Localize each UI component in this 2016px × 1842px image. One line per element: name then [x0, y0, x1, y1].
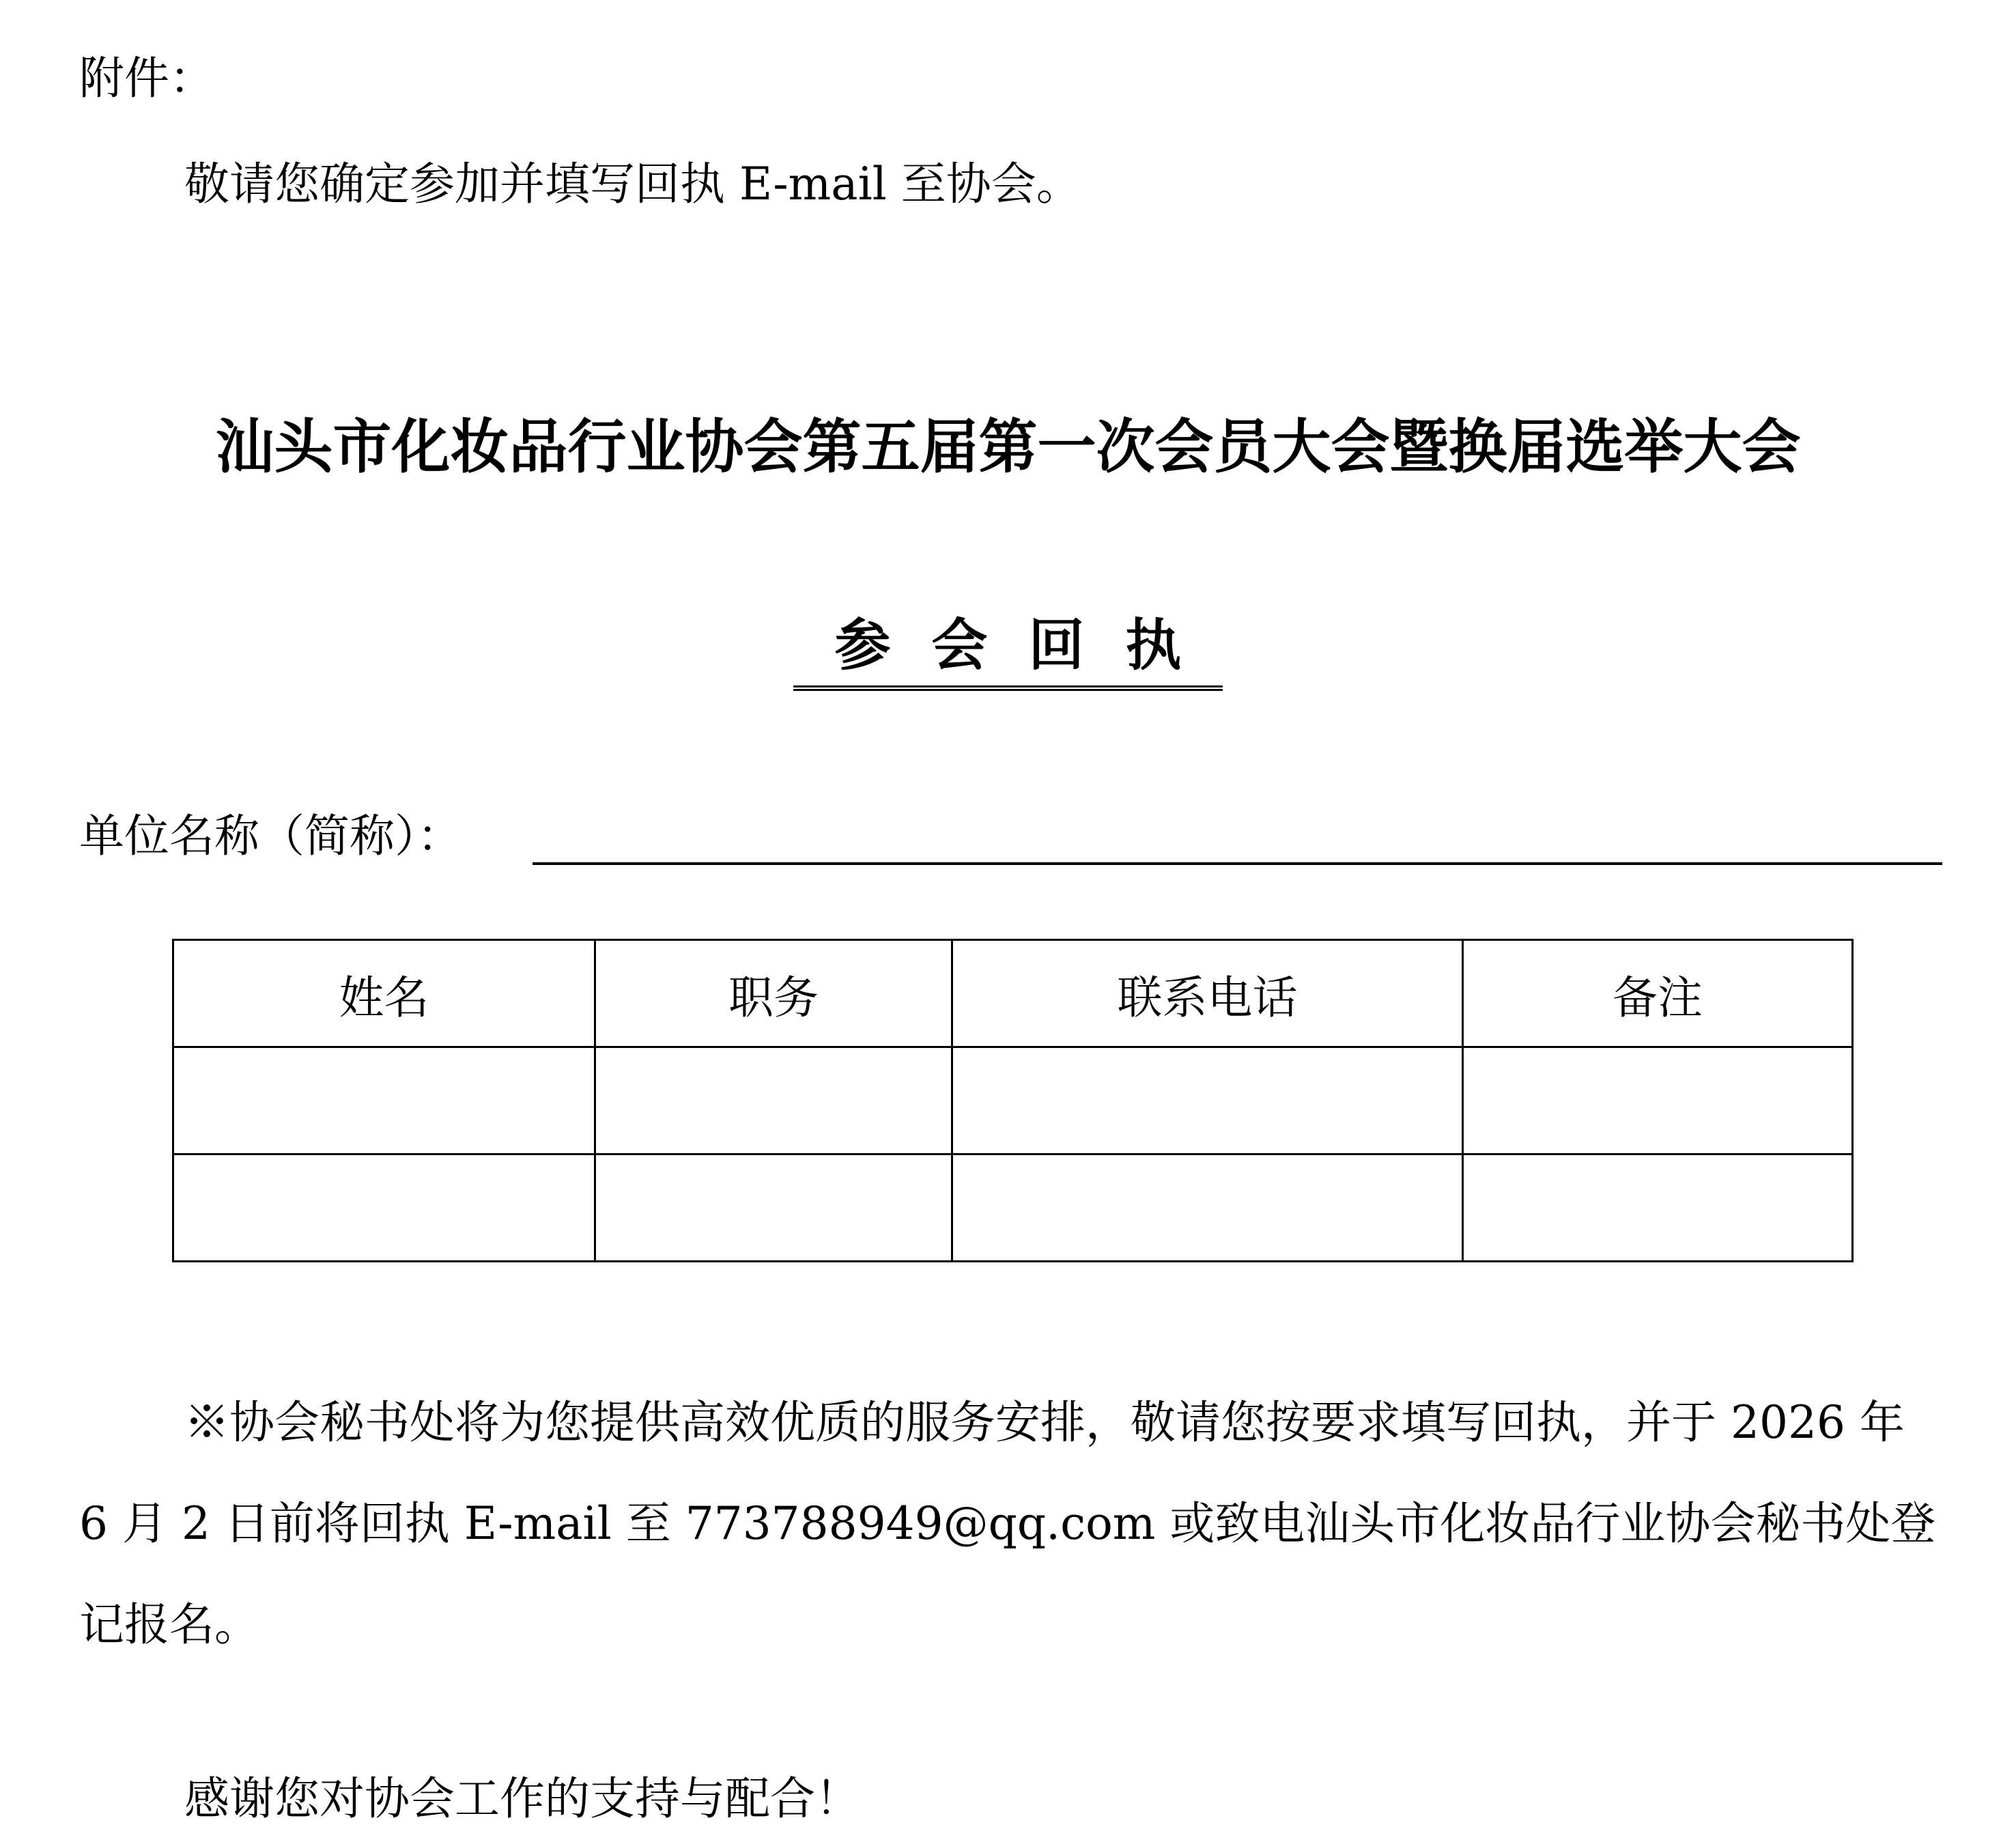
header-remarks: 备注 [1463, 940, 1853, 1047]
table-cell[interactable] [952, 1047, 1463, 1154]
table-cell[interactable] [1463, 1154, 1853, 1262]
table-row [173, 1047, 1853, 1154]
header-position: 职务 [595, 940, 952, 1047]
header-phone: 联系电话 [952, 940, 1463, 1047]
table-cell[interactable] [595, 1154, 952, 1262]
subtitle-text: 参会回执 [793, 608, 1222, 691]
thanks-text: 感谢您对协会工作的支持与配合！ [184, 1772, 860, 1825]
notice-paragraph [79, 1372, 1943, 1675]
attachment-label: 附件： [79, 52, 214, 104]
header-name: 姓名 [173, 940, 595, 1047]
table-cell[interactable] [173, 1154, 595, 1262]
registration-table [172, 939, 1854, 1262]
unit-name-label: 单位名称（简称）： [79, 810, 462, 862]
notice-text: ※协会秘书处将为您提供高效优质的服务安排，敬请您按要求填写回执，并于 2026 年 6 月 2 日前将回执 E-mail 至 773788949@qq.com 或致电汕头市化妆品行业协会秘书处登记报名。 [79, 1396, 1936, 1651]
table-header-row [173, 940, 1853, 1047]
document-title: 汕头市化妆品行业协会第五届第一次会员大会暨换届选举大会 [215, 412, 1801, 481]
table-row [173, 1154, 1853, 1262]
table-cell[interactable] [173, 1047, 595, 1154]
document-subtitle [0, 608, 2016, 691]
table-cell[interactable] [952, 1154, 1463, 1262]
unit-name-fill-line[interactable] [533, 862, 1942, 865]
table-cell[interactable] [1463, 1047, 1853, 1154]
intro-text: 敬请您确定参加并填写回执 E-mail 至协会。 [184, 158, 1081, 210]
table-cell[interactable] [595, 1047, 952, 1154]
